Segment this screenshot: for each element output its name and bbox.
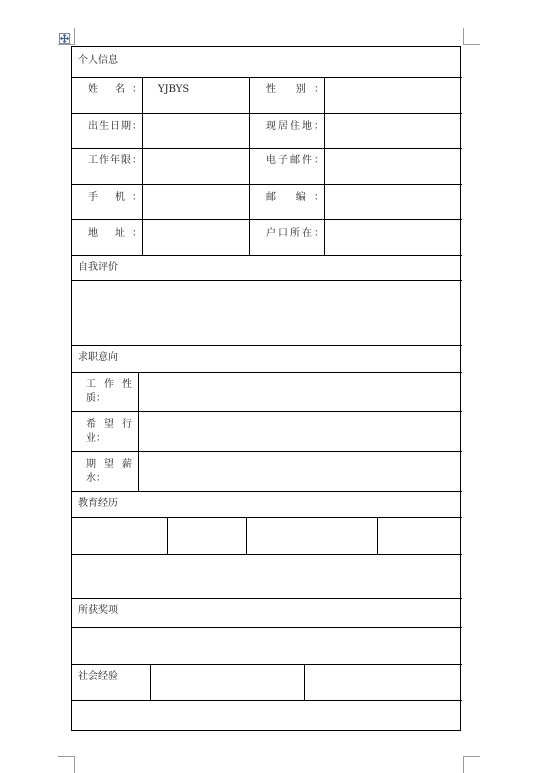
- section-job-intent: 求职意向: [78, 352, 118, 363]
- job-nature-label: 工 作 性 质：: [86, 379, 132, 404]
- education-cell[interactable]: [72, 518, 167, 554]
- work-years-field[interactable]: [143, 149, 249, 184]
- desired-industry-label: 希 望 行 业：: [86, 419, 132, 444]
- table-move-handle-icon[interactable]: [59, 33, 70, 44]
- mobile-label: 手 机：: [88, 192, 142, 203]
- education-detail-field[interactable]: [72, 555, 462, 598]
- address-field[interactable]: [143, 220, 249, 255]
- hukou-label: 户口所在：: [266, 228, 324, 239]
- social-experience-cell[interactable]: [151, 665, 304, 700]
- postcode-label: 邮 编：: [266, 192, 324, 203]
- awards-field[interactable]: [72, 628, 462, 664]
- email-field[interactable]: [325, 149, 461, 184]
- social-experience-detail-field[interactable]: [72, 701, 462, 731]
- email-label: 电子邮件：: [266, 155, 324, 166]
- work-years-label: 工作年限：: [88, 155, 142, 166]
- education-cell[interactable]: [168, 518, 246, 554]
- gender-field[interactable]: [325, 78, 461, 113]
- address-label: 地 址：: [88, 228, 142, 239]
- section-self-evaluation: 自我评价: [78, 262, 118, 273]
- section-personal-info: 个人信息: [78, 55, 118, 66]
- section-education: 教育经历: [78, 498, 118, 509]
- hukou-field[interactable]: [325, 220, 461, 255]
- gender-label: 性 别：: [266, 84, 324, 95]
- name-value[interactable]: YJBYS: [158, 84, 190, 95]
- job-nature-field[interactable]: [139, 373, 461, 411]
- self-evaluation-field[interactable]: [72, 281, 462, 345]
- expected-salary-label: 期 望 薪 水：: [86, 459, 132, 484]
- mobile-field[interactable]: [143, 185, 249, 219]
- residence-label: 现居住地：: [266, 121, 324, 132]
- name-label: 姓 名：: [88, 84, 142, 95]
- expected-salary-field[interactable]: [139, 452, 461, 491]
- crop-mark-bottom-right: [463, 756, 480, 773]
- birth-date-label: 出生日期：: [88, 121, 142, 132]
- education-cell[interactable]: [378, 518, 461, 554]
- postcode-field[interactable]: [325, 185, 461, 219]
- education-cell[interactable]: [247, 518, 377, 554]
- resume-table: [71, 46, 461, 731]
- section-awards: 所获奖项: [78, 605, 118, 616]
- desired-industry-field[interactable]: [139, 412, 461, 451]
- crop-mark-bottom-left: [58, 756, 75, 773]
- crop-mark-top-right: [463, 28, 480, 45]
- section-social-experience: 社会经验: [78, 671, 118, 682]
- social-experience-cell[interactable]: [305, 665, 461, 700]
- residence-field[interactable]: [325, 114, 461, 148]
- birth-date-field[interactable]: [143, 114, 249, 148]
